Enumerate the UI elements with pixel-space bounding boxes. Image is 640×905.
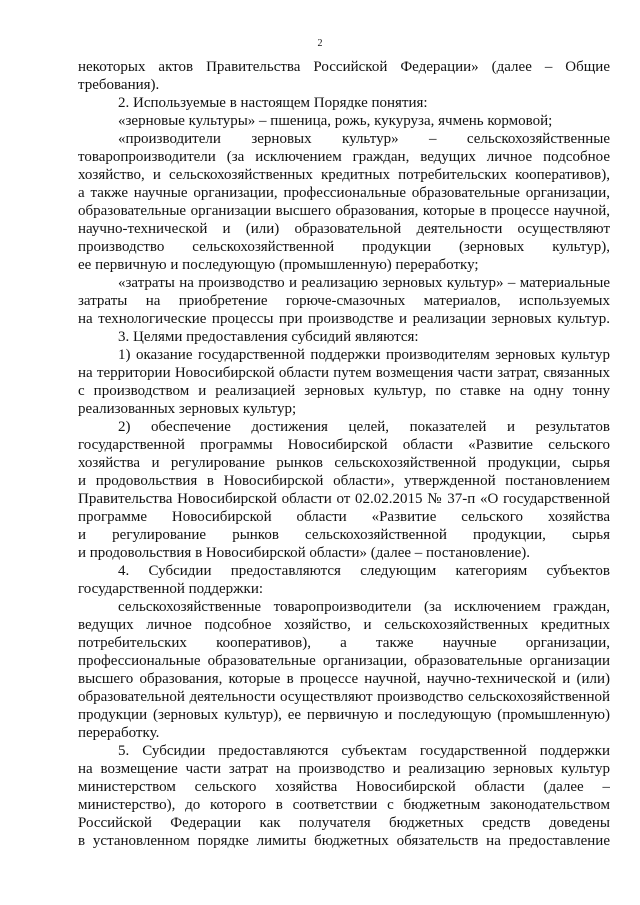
text-line: 3. Целями предоставления субсидий являются: bbox=[118, 329, 419, 345]
text-line: сельскохозяйственные товаропроизводители (за исключением граждан, bbox=[118, 599, 610, 615]
text-line: с производством и реализацией зерновых культур, по ставке на одну тонну bbox=[78, 383, 610, 399]
text-line: профессиональные образовательные организации, образовательные организации bbox=[78, 653, 610, 669]
text-line: образовательной деятельности осуществляют производство сельскохозяйственной bbox=[78, 689, 610, 705]
text-line: государственной поддержки: bbox=[78, 581, 264, 597]
text-line: 4. Субсидии предоставляются следующим категориям субъектов bbox=[118, 563, 610, 579]
text-line: и регулирование рынков сельскохозяйственной продукции, сырья bbox=[78, 527, 610, 543]
text-line: на территории Новосибирской области путем возмещения части затрат, связанных bbox=[78, 365, 610, 381]
text-line: «производители зерновых культур» – сельскохозяйственные bbox=[118, 131, 610, 147]
text-line: потребительских кооперативов), а также научные организации, bbox=[78, 635, 610, 651]
text-line: некоторых актов Правительства Российской Федерации» (далее – Общие bbox=[78, 59, 610, 75]
text-line: хозяйства и регулирование рынков сельскохозяйственной продукции, сырья bbox=[78, 455, 610, 471]
text-line: министерством сельского хозяйства Новосибирской области (далее – bbox=[78, 779, 610, 795]
text-line: продукции (зерновых культур), ее первичную и последующую (промышленную) bbox=[78, 707, 610, 723]
text-line: «зерновые культуры» – пшеница, рожь, кукуруза, ячмень кормовой; bbox=[118, 113, 553, 129]
text-line: 2. Используемые в настоящем Порядке понятия: bbox=[118, 95, 428, 111]
text-line: Правительства Новосибирской области от 02.02.2015 № 37-п «О государственной bbox=[78, 491, 610, 507]
text-line: и продовольствия в Новосибирской области», утвержденной постановлением bbox=[78, 473, 610, 489]
text-line: хозяйство, и сельскохозяйственных кредитных потребительских кооперативов), bbox=[78, 167, 610, 183]
text-line: образовательные организации высшего образования, которые в процессе научной, bbox=[78, 203, 610, 219]
text-line: «затраты на производство и реализацию зерновых культур» – материальные bbox=[118, 275, 610, 291]
text-line: требования). bbox=[78, 77, 160, 93]
text-line: высшего образования, которые в процессе научной, научно-технической и (или) bbox=[78, 671, 610, 687]
text-line: ее первичную и последующую (промышленную) переработку; bbox=[78, 257, 479, 273]
text-line: на возмещение части затрат на производство и реализацию зерновых культур bbox=[78, 761, 610, 777]
text-line: 2) обеспечение достижения целей, показателей и результатов bbox=[118, 419, 610, 435]
text-line: научно-технической и (или) образовательной деятельности осуществляют bbox=[78, 221, 610, 237]
text-line: 5. Субсидии предоставляются субъектам государственной поддержки bbox=[118, 743, 610, 759]
page-number: 2 bbox=[317, 38, 323, 49]
text-line: Российской Федерации как получателя бюджетных средств доведены bbox=[78, 815, 610, 831]
text-line: а также научные организации, профессиональные образовательные организации, bbox=[78, 185, 610, 201]
text-line: государственной программы Новосибирской области «Развитие сельского bbox=[78, 437, 610, 453]
text-line: затраты на приобретение горюче-смазочных материалов, используемых bbox=[78, 293, 610, 309]
text-line: реализованных зерновых культур; bbox=[78, 401, 297, 417]
text-line: 1) оказание государственной поддержки производителям зерновых культур bbox=[118, 347, 610, 363]
text-line: товаропроизводители (за исключением граждан, ведущих личное подсобное bbox=[78, 149, 610, 165]
text-line: производство сельскохозяйственной продукции (зерновых культур), bbox=[78, 239, 610, 255]
text-line: ведущих личное подсобное хозяйство, и сельскохозяйственных кредитных bbox=[78, 617, 610, 633]
text-line: на технологические процессы при производстве и реализации зерновых культур. bbox=[78, 311, 610, 327]
text-line: программе Новосибирской области «Развитие сельского хозяйства bbox=[78, 509, 610, 525]
document-body bbox=[78, 58, 610, 850]
text-line: министерство), до которого в соответствии с бюджетным законодательством bbox=[78, 797, 610, 813]
text-line: переработку. bbox=[78, 725, 160, 741]
text-line: в установленном порядке лимиты бюджетных обязательств на предоставление bbox=[78, 833, 610, 849]
text-line: и продовольствия в Новосибирской области» (далее – постановление). bbox=[78, 545, 530, 561]
